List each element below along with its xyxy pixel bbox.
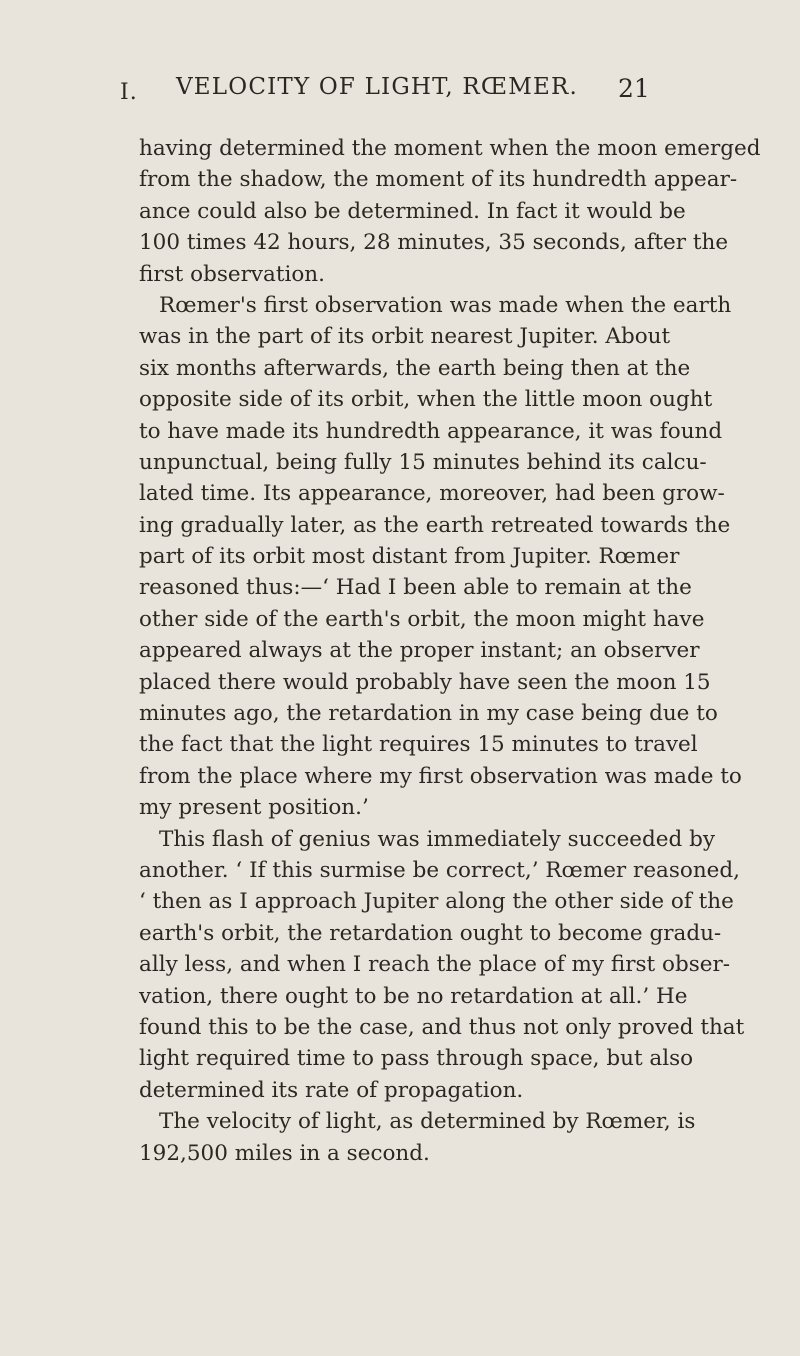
text-line: to have made its hundredth appearance, it was found [139, 418, 723, 444]
text-line: lated time. Its appearance, moreover, had been grow- [139, 481, 725, 507]
text-line: vation, there ought to be no retardation at all.’ He [139, 983, 688, 1009]
text-line: unpunctual, being fully 15 minutes behind its calcu- [139, 449, 707, 475]
text-line: having determined the moment when the moon emerged [139, 136, 761, 161]
running-header [0, 74, 800, 108]
text-line: ‘ then as I approach Jupiter along the other side of the [139, 889, 734, 915]
text-line: part of its orbit most distant from Jupiter. Rœmer [139, 544, 680, 570]
text-line: The velocity of light, as determined by Rœmer, is [159, 1109, 696, 1135]
text-line: the fact that the light requires 15 minutes to travel [139, 732, 698, 758]
chapter-number: I. [120, 80, 138, 105]
text-line: ally less, and when I reach the place of my first obser- [139, 952, 731, 978]
text-line: light required time to pass through space, but also [139, 1046, 694, 1072]
text-line: 100 times 42 hours, 28 minutes, 35 seconds, after the [139, 230, 729, 256]
text-line: from the shadow, the moment of its hundredth appear- [139, 167, 738, 193]
text-line: another. ‘ If this surmise be correct,’ Rœmer reasoned, [139, 857, 741, 883]
body-text [139, 133, 761, 1169]
text-line: from the place where my first observation was made to [139, 763, 742, 789]
text-line: ance could also be determined. In fact it would be [139, 198, 686, 224]
text-line: was in the part of its orbit nearest Jupiter. About [139, 324, 671, 350]
text-line: my present position.’ [139, 795, 369, 821]
page-number: 21 [618, 74, 650, 103]
text-line: opposite side of its orbit, when the little moon ought [139, 387, 713, 413]
running-title: VELOCITY OF LIGHT, RŒMER. [176, 74, 578, 100]
text-line: determined its rate of propagation. [139, 1077, 524, 1103]
text-line: reasoned thus:—‘ Had I been able to remain at the [139, 575, 692, 601]
text-line: appeared always at the proper instant; an observer [139, 638, 700, 664]
text-line: other side of the earth's orbit, the moon might have [139, 606, 705, 632]
text-line: six months afterwards, the earth being then at the [139, 355, 691, 381]
text-line: placed there would probably have seen the moon 15 [139, 669, 711, 695]
text-line: earth's orbit, the retardation ought to become gradu- [139, 920, 722, 946]
text-line: This flash of genius was immediately succeeded by [159, 826, 716, 852]
text-line: ing gradually later, as the earth retreated towards the [139, 512, 731, 538]
text-line: first observation. [139, 261, 325, 287]
text-line: Rœmer's first observation was made when the earth [159, 292, 732, 318]
text-line: minutes ago, the retardation in my case being due to [139, 701, 718, 727]
text-line: found this to be the case, and thus not only proved that [139, 1014, 745, 1040]
text-line: 192,500 miles in a second. [139, 1140, 430, 1166]
